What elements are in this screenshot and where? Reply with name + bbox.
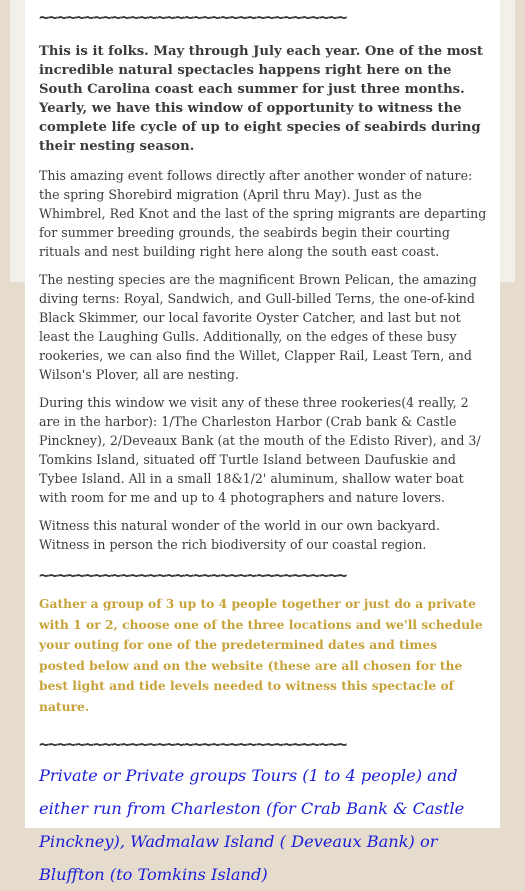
article-content [25,0,500,884]
rookeries-paragraph: During this window we visit any of these three rookeries(4 really, 2 are in the harbor): 1/The Charleston Harbor (Crab bank & Castle Pinckney), 2/Deveaux Bank (at the mouth of the Edisto River), and 3/ Tomkins Island, situated off Turtle Island between Daufuskie and Tybee Island. All in a small 18&1/2' aluminum, shallow water boat with room for me and up to 4 photographers and nature lovers. [39,395,481,505]
tours-heading: Private or Private groups Tours (1 to 4 people) and either run from Charleston (for Crab Bank & Castle Pinckney), Wadmalaw Island ( Deveaux Bank) or Bluffton (to Tomkins Island) [39,766,465,884]
witness-paragraph: Witness this natural wonder of the world in our own backyard. Witness in person the rich biodiversity of our coastal region. [39,518,440,552]
tilde-divider: ~~~~~~~~~~~~~~~~~~~~~~~~~~~~~~~~~~ [39,735,347,755]
tilde-divider: ~~~~~~~~~~~~~~~~~~~~~~~~~~~~~~~~~~ [39,8,347,28]
booking-note: Gather a group of 3 up to 4 people together or just do a private with 1 or 2, choose one of the three locations and we'll schedule your outing for one of the predetermined dates and times posted below and on the website (these are all chosen for the best light and tide levels needed to witness this spectacle of nature. [39,596,483,714]
intro-paragraph: This is it folks. May through July each year. One of the most incredible natural spectacles happens right here on the South Carolina coast each summer for just three months. Yearly, we have this window of opportunity to witness the complete life cycle of up to eight species of seabirds during their nesting season. [39,44,483,154]
tilde-divider: ~~~~~~~~~~~~~~~~~~~~~~~~~~~~~~~~~~ [39,566,347,586]
migration-paragraph: This amazing event follows directly after another wonder of nature: the spring Shorebird migration (April thru May). Just as the Whimbrel, Red Knot and the last of the spring migrants are departing for summer breeding grounds, the seabirds begin their courting rituals and nest building right here along the south east coast. [39,168,487,259]
nesting-species-paragraph: The nesting species are the magnificent Brown Pelican, the amazing diving terns: Royal, Sandwich, and Gull-billed Terns, the one-of-kind Black Skimmer, our local favorite Oyster Catcher, and last but not least the Laughing Gulls. Additionally, on the edges of these busy rookeries, we can also find the Willet, Clapper Rail, Least Tern, and Wilson's Plover, all are nesting. [39,272,477,382]
